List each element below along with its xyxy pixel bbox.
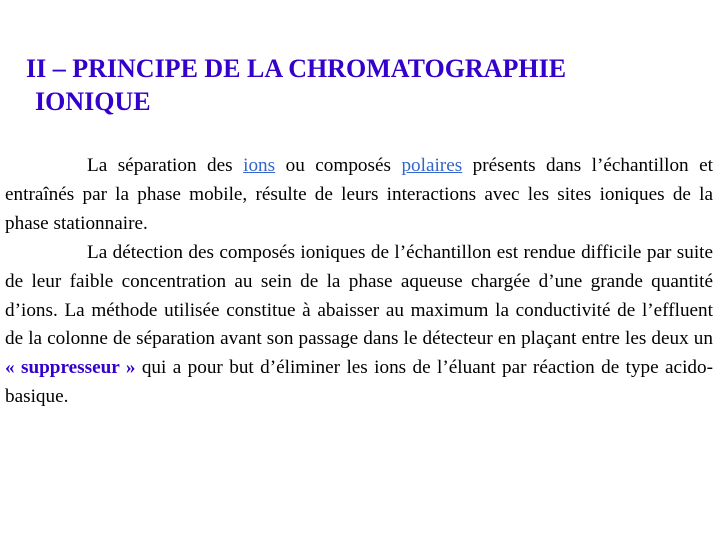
slide-body bbox=[5, 152, 713, 412]
polaires-link[interactable]: polaires bbox=[401, 155, 463, 176]
paragraph-2-text-1: La détection des composés ioniques de l’échantillon est rendue difficile par suite de leur faible concentration au sein de la phase aqueuse chargée d’une grande quantité d’ions. La méthode utilisée constitue à abaisser au maximum la conductivité de l’effluent de la colonne de séparation avant son passage dans le détecteur en plaçant entre les deux un bbox=[5, 241, 713, 350]
slide-title-line-1: II – PRINCIPE DE LA CHROMATOGRAPHIE bbox=[26, 54, 567, 83]
paragraph-2-text-2: qui a pour but d’éliminer les ions de l’éluant par réaction de type acido-basique. bbox=[5, 357, 713, 408]
paragraph-separation bbox=[5, 152, 713, 239]
paragraph-detection bbox=[5, 239, 713, 412]
paragraph-1-text-3: présents dans l’échantillon et entraînés par la phase mobile, résulte de leurs interactions avec les sites ioniques de la phase stationnaire. bbox=[5, 155, 713, 234]
ions-link[interactable]: ions bbox=[243, 155, 276, 176]
paragraph-1-text-2: ou composés bbox=[275, 155, 402, 176]
slide-title-line-2: IONIQUE bbox=[35, 87, 151, 116]
slide-title bbox=[26, 52, 706, 118]
paragraph-1-text-1: La séparation des bbox=[87, 155, 244, 176]
suppresseur-emphasis: « suppresseur » bbox=[5, 357, 136, 379]
